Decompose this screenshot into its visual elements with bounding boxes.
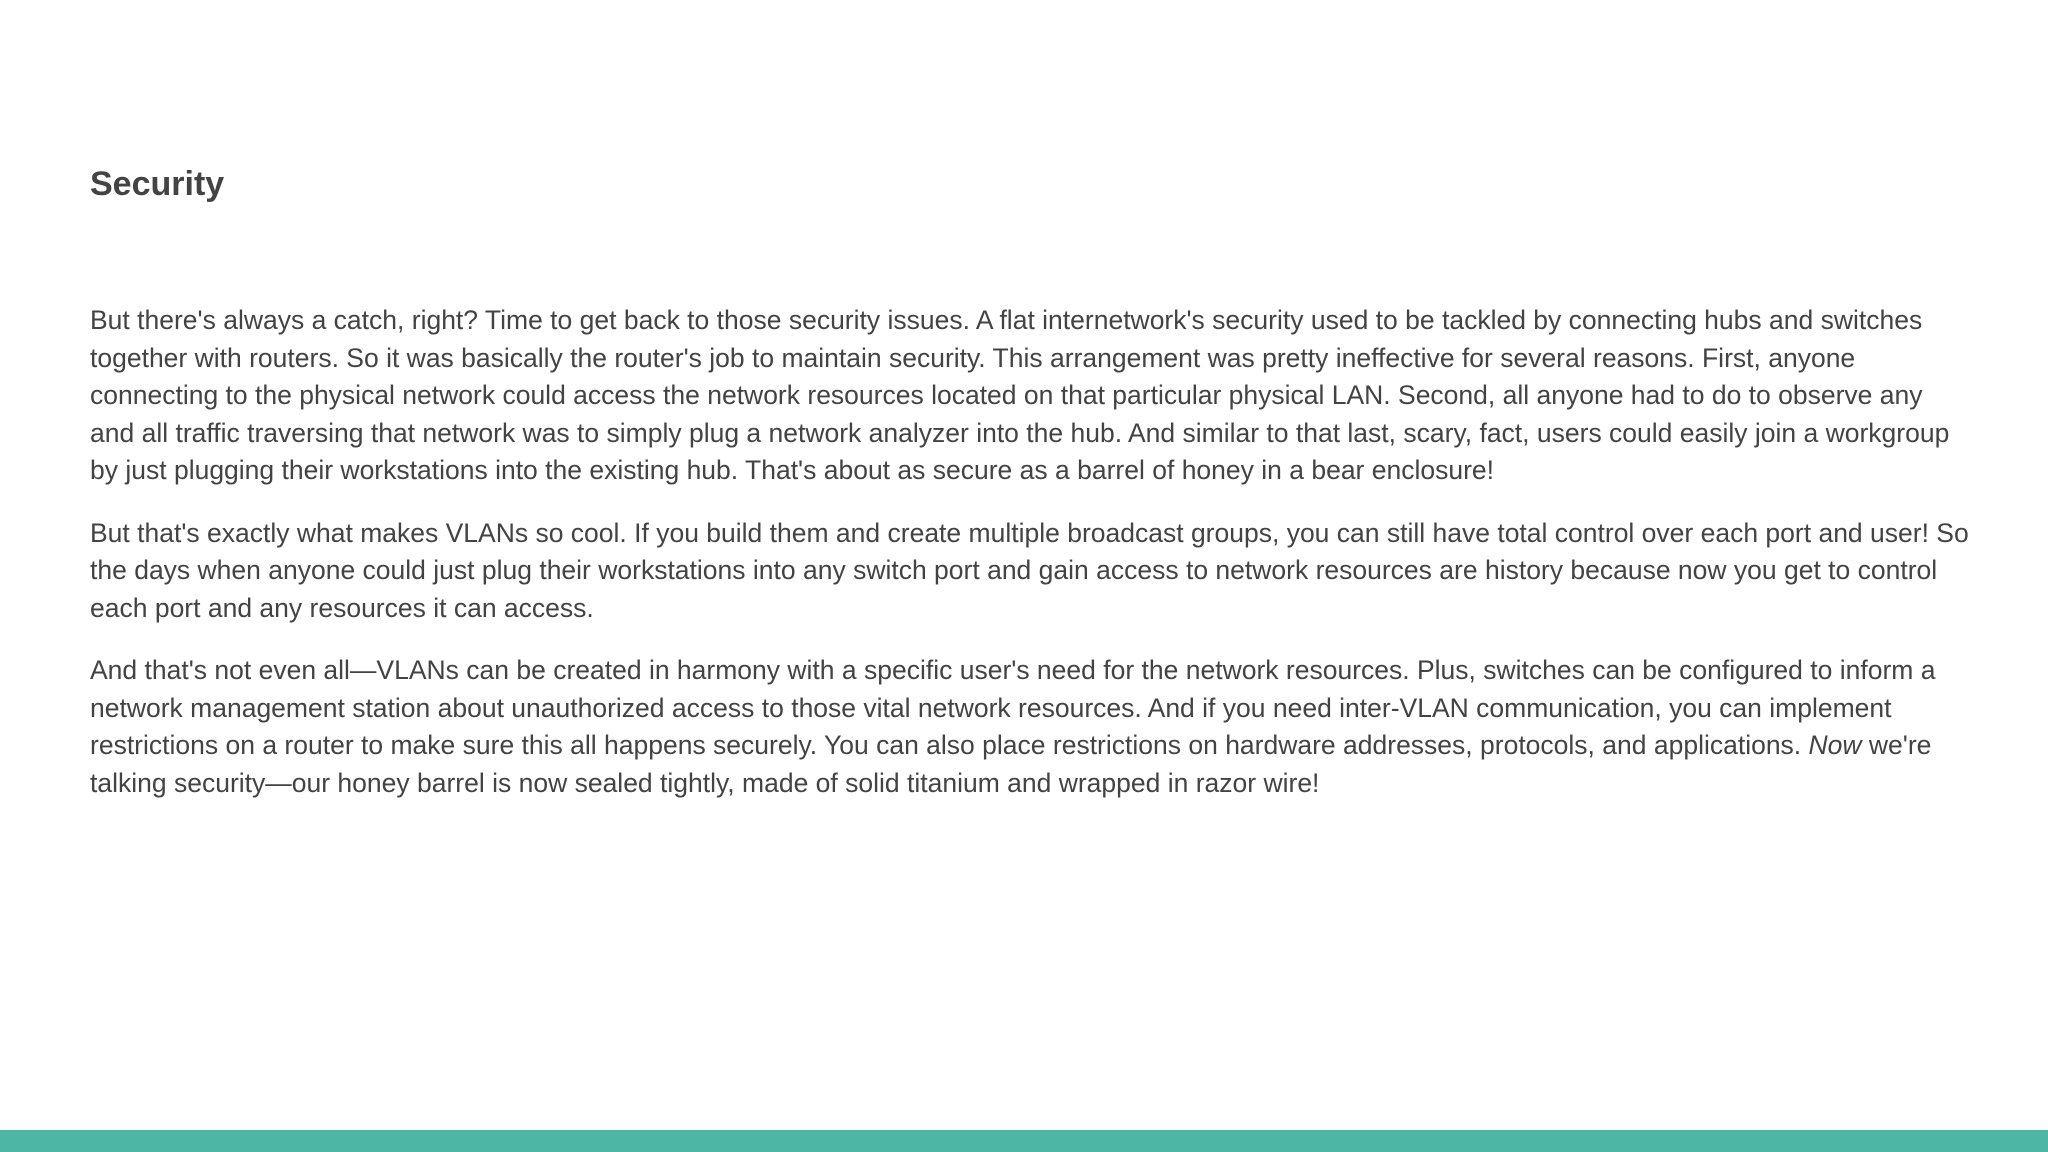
paragraph-3 [90, 652, 1970, 802]
paragraph-1: But there's always a catch, right? Time to get back to those security issues. A flat internetwork's security used to be tackled by connecting hubs and switches together with routers. So it was basically the router's job to maintain security. This arrangement was pretty ineffective for several reasons. First, anyone connecting to the physical network could access the network resources located on that particular physical LAN. Second, all anyone had to do to observe any and all traffic traversing that network was to simply plug a network analyzer into the hub. And similar to that last, scary, fact, users could easily join a workgroup by just plugging their workstations into the existing hub. That's about as secure as a barrel of honey in a bear enclosure! [90, 305, 1950, 485]
paragraph-3-emphasis: Now [1808, 730, 1862, 760]
footer-accent-bar [0, 1130, 2048, 1152]
paragraph-3-text-before: And that's not even all—VLANs can be created in harmony with a specific user's need for the network resources. Plus, switches can be configured to inform a network management station about unauthorized access to those vital network resources. And if you need inter-VLAN communication, you can implement restrictions on a router to make sure this all happens securely. You can also place restrictions on hardware addresses, protocols, and applications. [90, 655, 1936, 760]
slide-title: Security [90, 165, 225, 203]
slide-body [90, 302, 1970, 827]
paragraph-3-text-after: we're talking security—our honey barrel is now sealed tightly, made of solid titanium and wrapped in razor wire! [90, 730, 1932, 798]
paragraph-2: But that's exactly what makes VLANs so cool. If you build them and create multiple broadcast groups, you can still have total control over each port and user! So the days when anyone could just plug their workstations into any switch port and gain access to network resources are history because now you get to control each port and any resources it can access. [90, 517, 1969, 623]
